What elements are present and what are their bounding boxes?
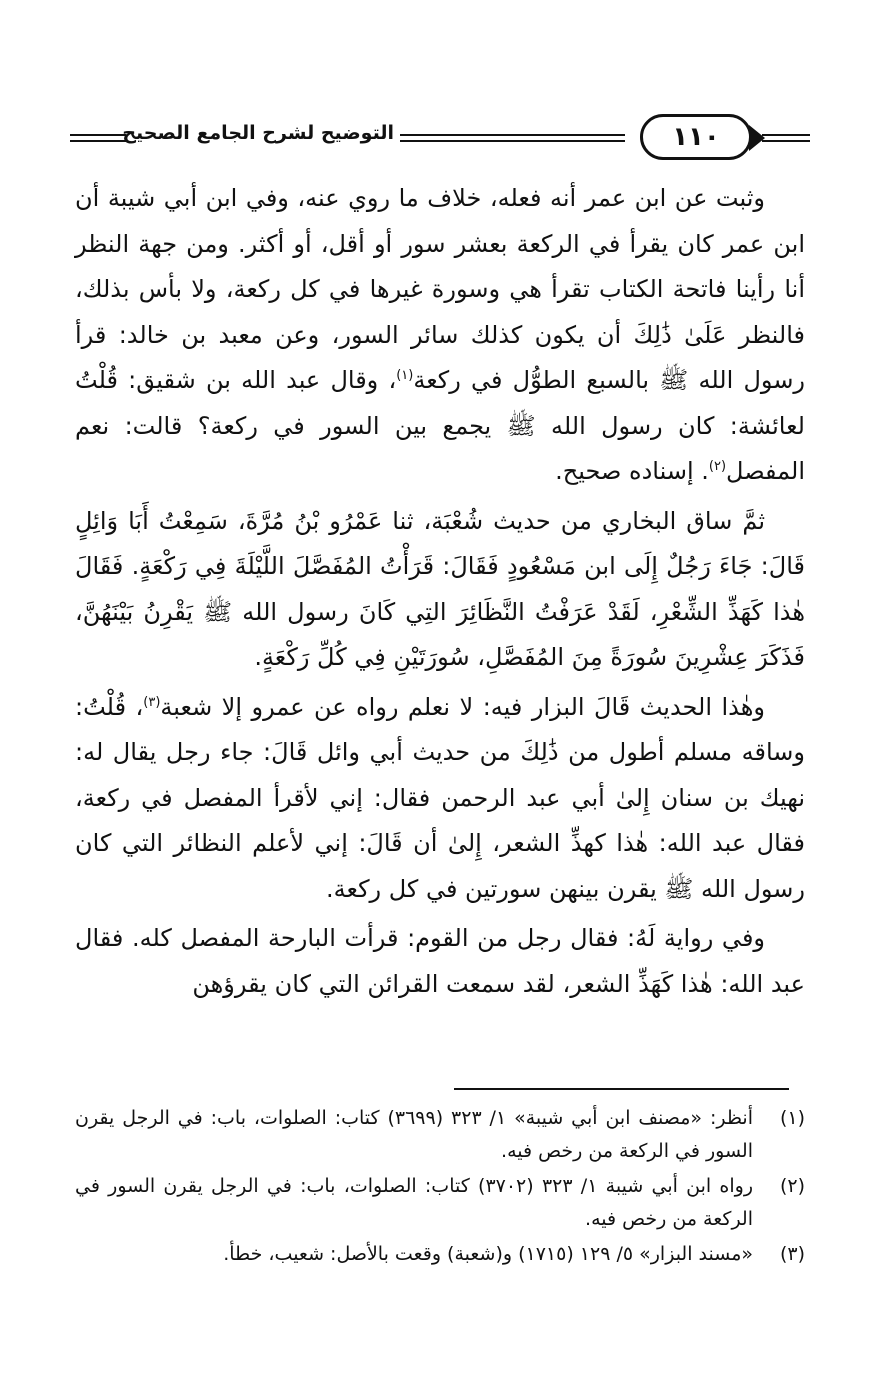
footnote-text: «مسند البزار» ٥/ ١٢٩ (١٧١٥) و(شعبة) وقعت بالأصل: شعيب، خطأ.	[223, 1243, 753, 1265]
header-rule	[400, 140, 625, 142]
paragraph-2: ثمَّ ساق البخاري من حديث شُعْبَة، ثنا عَمْرُو بْنُ مُرَّةَ، سَمِعْتُ أَبَا وَائِلٍ قَالَ: جَاءَ رَجُلٌ إِلَى ابن مَسْعُودٍ فَقَالَ: قَرَأْتُ المُفَصَّلَ اللَّيْلَةَ فِي رَكْعَةٍ. فَقَالَ هٰذا كَهَذِّ الشِّعْرِ، لَقَدْ عَرَفْتُ النَّظَائِرَ التِي كَانَ رسول الله ﷺ يَقْرِنُ بَيْنَهُنَّ، فَذَكَرَ عِشْرِينَ سُورَةً مِنَ المُفَصَّلِ، سُورَتَيْنِ فِي كُلِّ رَكْعَةٍ.	[75, 506, 805, 671]
header-rule	[70, 140, 126, 142]
footnote-number: (٢)	[779, 1175, 805, 1197]
footnote	[75, 1170, 805, 1236]
footnote-number: (١)	[779, 1107, 805, 1129]
footnote-ref: (٢)	[708, 459, 727, 474]
header-rule	[762, 140, 810, 142]
paragraph-1	[75, 176, 805, 495]
footnote-text: رواه ابن أبي شيبة ١/ ٣٢٣ (٣٧٠٢) كتاب: الصلوات، باب: في الرجل يقرن السور في الركعة من رخص فيه.	[75, 1175, 754, 1230]
footnote-text: أنظر: «مصنف ابن أبي شيبة» ١/ ٣٢٣ (٣٦٩٩) كتاب: الصلوات، باب: في الرجل يقرن السور في الركعة من رخص فيه.	[75, 1107, 753, 1162]
paragraph-text: وهٰذا الحديث قَالَ البزار فيه: لا نعلم رواه عن عمرو إلا شعبة	[160, 692, 765, 721]
paragraph-3	[75, 685, 805, 913]
paragraph-4: وفي رواية لَهُ: فقال رجل من القوم: قرأت البارحة المفصل كله. فقال عبد الله: هٰذا كَهَذِّ الشعر، لقد سمعت القرائن التي كان يقرؤهن	[75, 924, 805, 998]
footnote	[75, 1102, 805, 1168]
footnote-number: (٣)	[779, 1243, 805, 1265]
footnotes	[75, 1102, 805, 1273]
page-number: ١١٠	[640, 114, 752, 160]
footnote	[75, 1238, 805, 1271]
footnote-separator	[454, 1088, 789, 1090]
page-header	[70, 112, 810, 164]
paragraph-text: ، وقال عبد الله بن شقيق: قُلْتُ لعائشة: كان رسول الله ﷺ يجمع بين السور في ركعة؟ قالت: نعم المفصل	[75, 366, 805, 485]
header-rule	[400, 134, 625, 136]
running-title: التوضيح لشرح الجامع الصحيح	[122, 122, 394, 144]
footnote-ref: (٣)	[143, 694, 161, 710]
header-rule	[70, 134, 126, 136]
footnote-ref: (١)	[396, 368, 414, 383]
paragraph-text: وثبت عن ابن عمر أنه فعله، خلاف ما روي عنه، وفي ابن أبي شيبة أن ابن عمر كان يقرأ في الركعة بعشر سور أو أقل، أو أكثر. ومن جهة النظر أنا رأينا فاتحة الكتاب تقرأ هي وسورة غيرها في كل ركعة، ولا بأس بذلك، فالنظر عَلَىٰ ذَٰلِكَ أن يكون كذلك سائر السور، وعن معبد بن خالد: قرأ رسول الله ﷺ بالسبع الطوُّل في ركعة	[75, 184, 806, 394]
main-text	[75, 176, 805, 1011]
paragraph-text: ، قُلْتُ: وساقه مسلم أطول من ذَٰلِكَ من حديث أبي وائل قَالَ: جاء رجل يقال له: نهيك بن سنان إِلىٰ أبي عبد الرحمن فقال: إني لأقرأ المفصل في ركعة، فقال عبد الله: هٰذا كهذِّ الشعر، إِلىٰ أن قَالَ: إني لأعلم النظائر التي كان رسول الله ﷺ يقرن بينهن سورتين في كل ركعة.	[75, 692, 805, 903]
header-rule	[762, 134, 810, 136]
paragraph-text: . إسناده صحيح.	[555, 457, 709, 485]
